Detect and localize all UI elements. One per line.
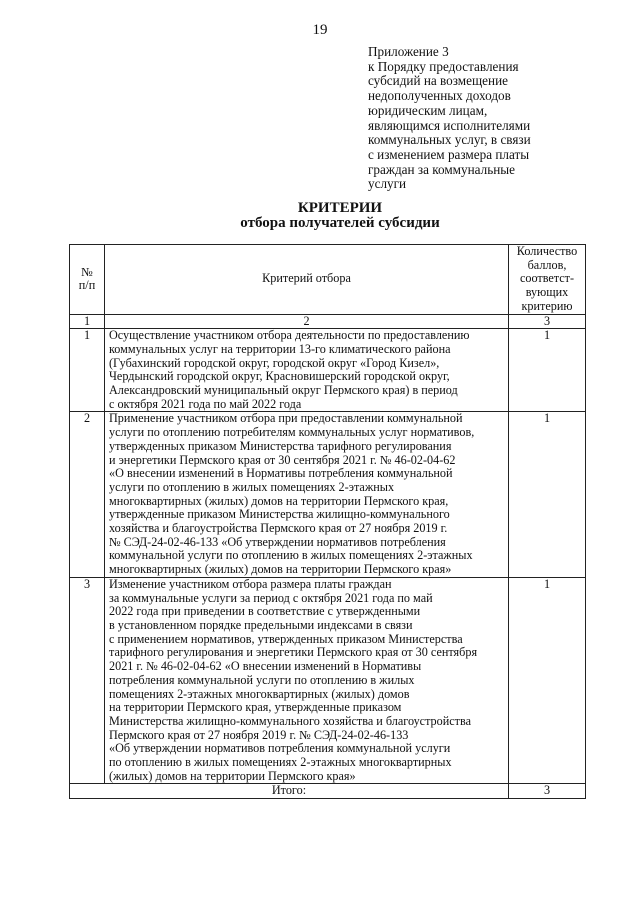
criterion-line: «О внесении изменений в Нормативы потребления коммунальной <box>109 466 453 481</box>
criterion-line: коммунальных услуг на территории 13-го климатического района <box>109 341 451 356</box>
appendix-note <box>368 45 608 192</box>
table-header-row <box>70 245 586 315</box>
criterion-line: по отоплению в жилых помещениях 2-этажных многоквартирных <box>109 755 452 770</box>
row-points: 1 <box>509 577 586 784</box>
criterion-line: услуги по отоплению в жилых помещениях 2-этажных <box>109 479 395 494</box>
table-row <box>70 577 586 784</box>
appendix-line: услуги <box>368 176 407 192</box>
criterion-line: Изменение участником отбора размера платы граждан <box>109 576 392 591</box>
criterion-line: 2021 г. № 46-02-04-62 «О внесении изменений в Нормативы <box>109 659 422 674</box>
appendix-line: Приложение 3 <box>368 44 449 59</box>
criterion-line: утвержденные приказом Министерства жилищно-коммунального <box>109 507 450 522</box>
header-points-line: вующих <box>525 285 569 300</box>
criterion-line: с октября 2021 года по май 2022 года <box>109 396 302 411</box>
criterion-line: помещениях 2-этажных многоквартирных (жилых) домов <box>109 686 410 701</box>
header-points <box>509 245 586 315</box>
criterion-line: многоквартирных (жилых) домов на территории Пермского края, <box>109 493 449 508</box>
criterion-line: коммунальной услуги по отоплению в жилых помещениях 2-этажных <box>109 548 473 563</box>
appendix-line: субсидий на возмещение <box>368 73 508 89</box>
criterion-line: № СЭД-24-02-46-133 «Об утверждении нормативов потребления <box>109 534 446 549</box>
column-index: 3 <box>509 314 586 329</box>
criterion-line: с применением нормативов, утвержденных приказом Министерства <box>109 631 463 646</box>
criterion-line: (Губахинский городской округ, городской округ «Город Кизел», <box>109 355 440 370</box>
column-index: 2 <box>105 314 509 329</box>
table-row <box>70 329 586 412</box>
criterion-line: утвержденных приказом Министерства тарифного регулирования <box>109 438 452 453</box>
table-row <box>70 412 586 577</box>
criterion-line: в установленном порядке предельными индексами в связи <box>109 617 413 632</box>
criterion-text <box>105 412 509 577</box>
row-number: 3 <box>70 577 105 784</box>
criterion-line: Применение участником отбора при предоставлении коммунальной <box>109 411 463 426</box>
criterion-line: и энергетики Пермского края от 30 сентября 2021 г. № 46-02-04-62 <box>109 452 456 467</box>
criterion-line: «Об утверждении нормативов потребления коммунальной услуги <box>109 741 451 756</box>
header-number-line: № <box>81 264 93 279</box>
criterion-text <box>105 329 509 412</box>
column-index: 1 <box>70 314 105 329</box>
page-number: 19 <box>312 22 328 38</box>
column-index-row <box>70 314 586 329</box>
row-points: 1 <box>509 412 586 577</box>
total-row <box>70 784 586 799</box>
document-title: КРИТЕРИИ <box>297 200 383 216</box>
criterion-line: на территории Пермского края, утвержденные приказом <box>109 700 402 715</box>
appendix-line: к Порядку предоставления <box>368 58 519 74</box>
criterion-line: хозяйства и благоустройства Пермского края от 27 ноября 2019 г. <box>109 521 448 536</box>
header-points-line: баллов, <box>527 257 567 272</box>
header-points-line: Количество <box>516 244 578 258</box>
document-subtitle: отбора получателей субсидии <box>240 215 440 231</box>
total-value: 3 <box>509 784 586 799</box>
criterion-line: (жилых) домов на территории Пермского края» <box>109 768 356 783</box>
appendix-line: коммунальных услуг, в связи <box>368 132 531 148</box>
criterion-line: Министерства жилищно-коммунального хозяйства и благоустройства <box>109 713 472 728</box>
criterion-line: Чердынский городской округ, Красновишерский городской округ, <box>109 369 450 384</box>
header-number-line: п/п <box>78 278 96 293</box>
criterion-line: Осуществление участником отбора деятельности по предоставлению <box>109 328 470 343</box>
row-points: 1 <box>509 329 586 412</box>
criterion-line: Александровский муниципальный округ Пермского края) в период <box>109 383 458 398</box>
criterion-line: тарифного регулирования и энергетики Пермского края от 30 сентября <box>109 645 478 660</box>
criterion-text <box>105 577 509 784</box>
row-number: 1 <box>70 329 105 412</box>
criterion-line: за коммунальные услуги за период с октября 2021 года по май <box>109 590 433 605</box>
appendix-line: с изменением размера платы <box>368 146 530 162</box>
appendix-line: граждан за коммунальные <box>368 161 515 177</box>
criterion-line: услуги по отоплению потребителям коммунальных услуг нормативов, <box>109 425 475 440</box>
appendix-line: недополученных доходов <box>368 88 511 104</box>
header-number <box>70 245 105 315</box>
criterion-line: потребления коммунальной услуги по отоплению в жилых <box>109 672 415 687</box>
total-label: Итого: <box>70 784 509 799</box>
row-number: 2 <box>70 412 105 577</box>
appendix-line: юридическим лицам, <box>368 102 488 118</box>
criteria-table <box>69 244 586 799</box>
criterion-line: многоквартирных (жилых) домов на территории Пермского края» <box>109 562 452 577</box>
header-points-line: критерию <box>521 298 573 313</box>
header-criterion: Критерий отбора <box>105 245 509 315</box>
criterion-line: Пермского края от 27 ноября 2019 г. № СЭД-24-02-46-133 <box>109 727 409 742</box>
header-points-line: соответст- <box>519 271 575 286</box>
appendix-line: являющимся исполнителями <box>368 117 531 133</box>
criterion-line: 2022 года при приведении в соответствие с утвержденными <box>109 604 421 619</box>
